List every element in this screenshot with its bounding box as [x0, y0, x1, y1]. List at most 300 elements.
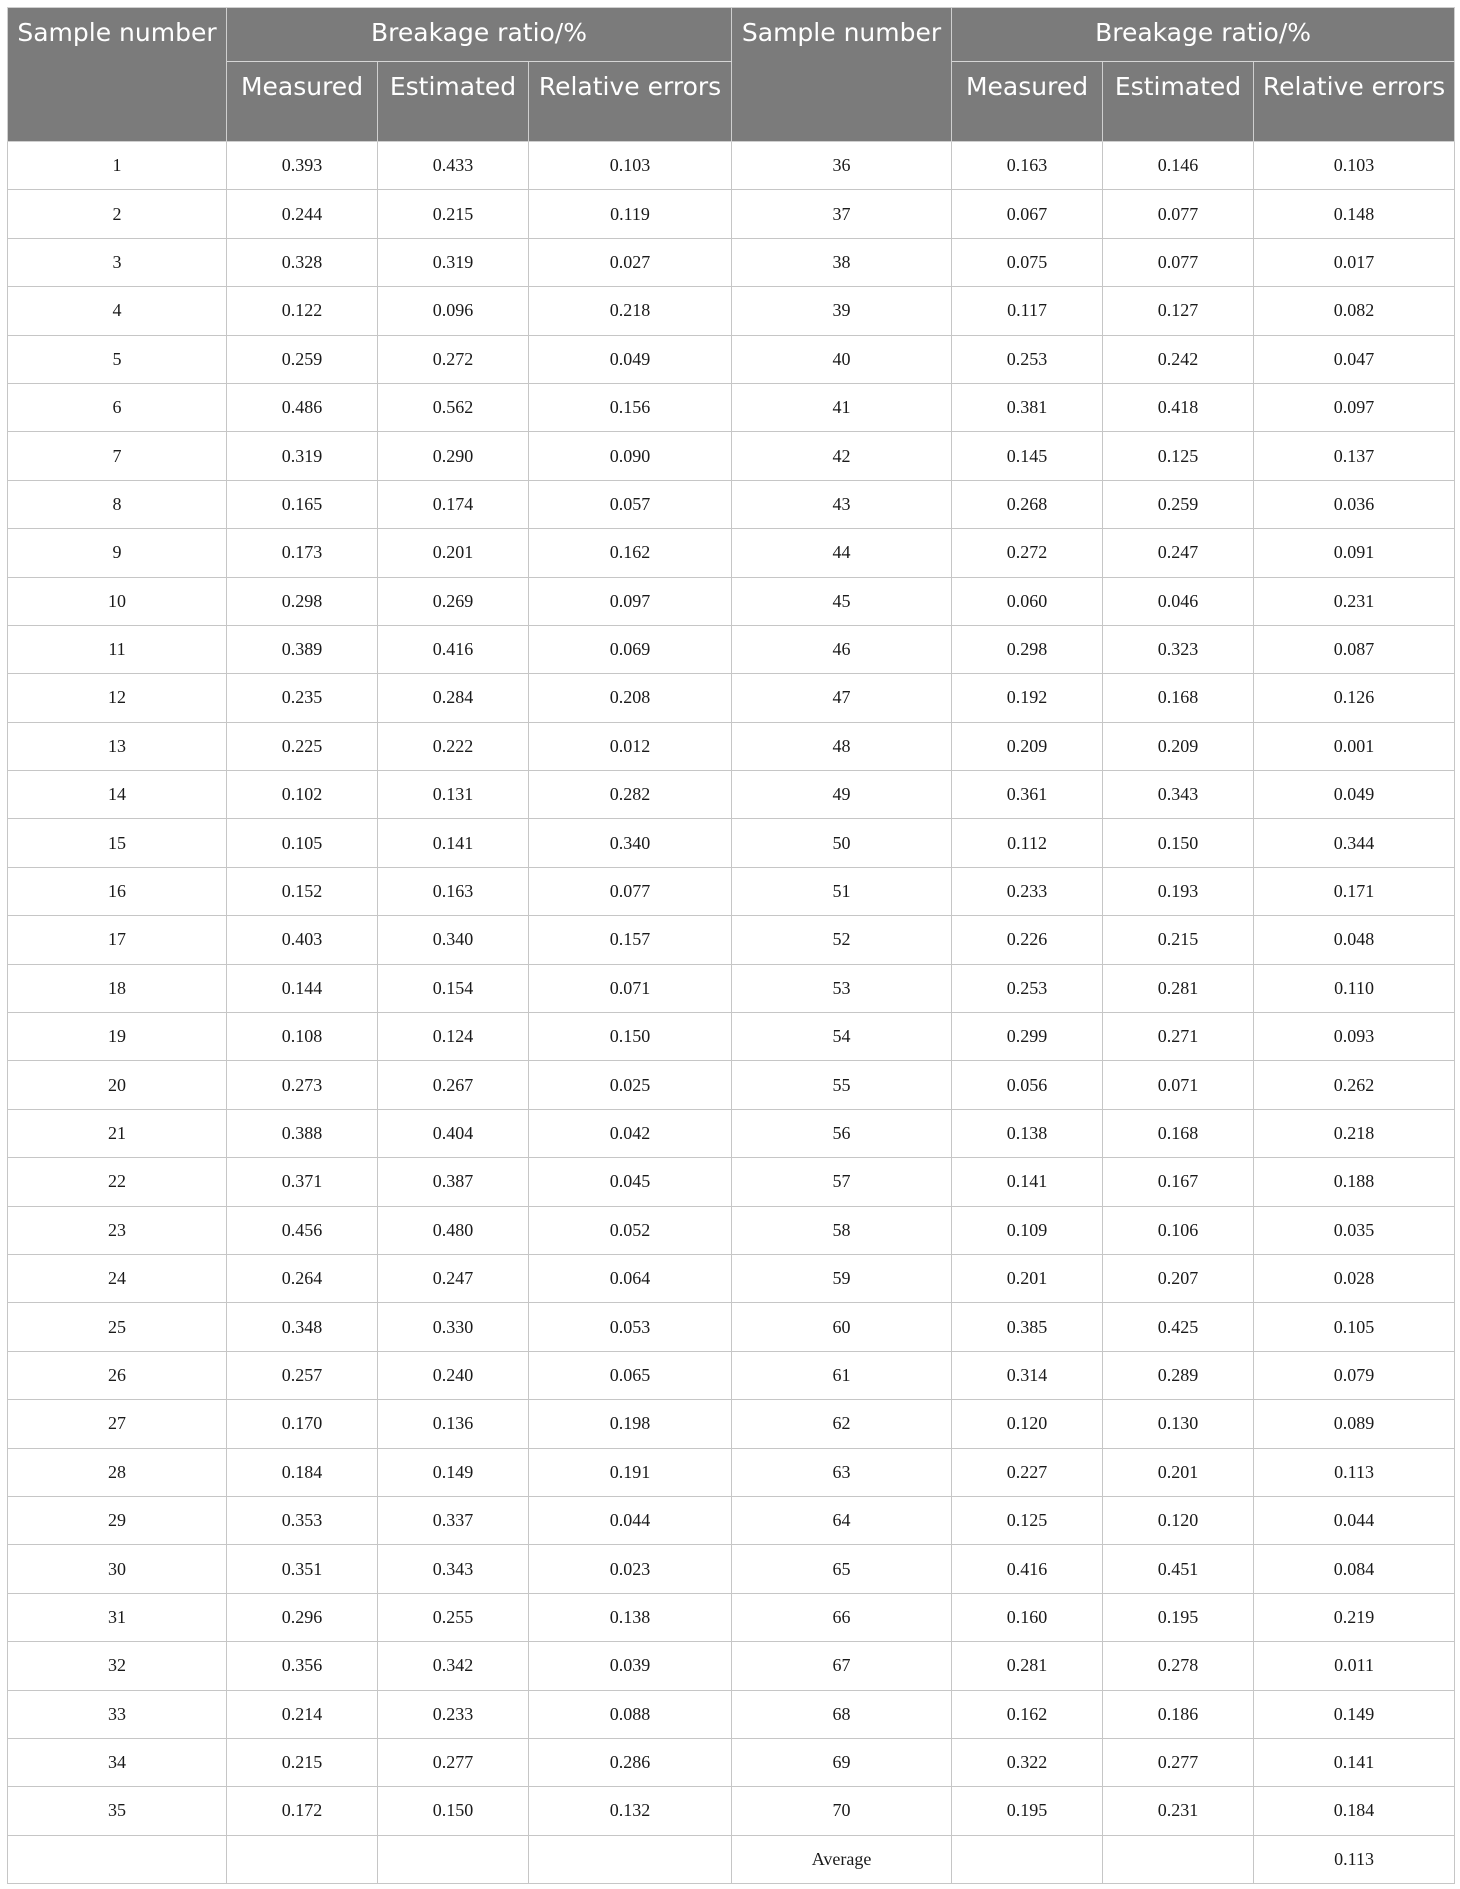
cell-estimated-left: 0.267 — [378, 1061, 529, 1109]
cell-relative-errors-right: 0.219 — [1254, 1593, 1455, 1641]
cell-sample-number-left: 13 — [8, 722, 227, 770]
cell-relative-errors-right: 0.047 — [1254, 335, 1455, 383]
header-breakage-ratio-left: Breakage ratio/% — [227, 8, 732, 62]
cell-measured-right: 0.381 — [952, 383, 1103, 431]
cell-sample-number-left: 23 — [8, 1206, 227, 1254]
cell-estimated-left: 0.222 — [378, 722, 529, 770]
cell-relative-errors-left: 0.132 — [529, 1787, 732, 1835]
cell-relative-errors-right: 0.113 — [1254, 1835, 1455, 1883]
cell-relative-errors-right: 0.148 — [1254, 190, 1455, 238]
cell-estimated-left: 0.149 — [378, 1448, 529, 1496]
cell-estimated-right: 0.186 — [1103, 1690, 1254, 1738]
cell-measured-left: 0.353 — [227, 1496, 378, 1544]
cell-relative-errors-right: 0.171 — [1254, 867, 1455, 915]
cell-sample-number-left: 3 — [8, 238, 227, 286]
cell-measured-left: 0.105 — [227, 819, 378, 867]
cell-estimated-left: 0.255 — [378, 1593, 529, 1641]
cell-measured-right: 0.226 — [952, 916, 1103, 964]
cell-measured-left: 0.371 — [227, 1158, 378, 1206]
cell-relative-errors-right: 0.089 — [1254, 1400, 1455, 1448]
cell-estimated-right: 0.343 — [1103, 771, 1254, 819]
cell-sample-number-left: 35 — [8, 1787, 227, 1835]
cell-relative-errors-right: 0.079 — [1254, 1351, 1455, 1399]
cell-relative-errors-left: 0.052 — [529, 1206, 732, 1254]
cell-estimated-right: 0.167 — [1103, 1158, 1254, 1206]
cell-relative-errors-left: 0.069 — [529, 625, 732, 673]
table-row — [8, 674, 1455, 722]
cell-sample-number-left: 17 — [8, 916, 227, 964]
table-row — [8, 577, 1455, 625]
cell-relative-errors-right: 0.028 — [1254, 1254, 1455, 1302]
cell-measured-left: 0.389 — [227, 625, 378, 673]
cell-measured-right: 0.233 — [952, 867, 1103, 915]
cell-relative-errors-right: 0.093 — [1254, 1013, 1455, 1061]
cell-measured-right: 0.060 — [952, 577, 1103, 625]
cell-estimated-right: 0.207 — [1103, 1254, 1254, 1302]
header-breakage-ratio-right: Breakage ratio/% — [952, 8, 1455, 62]
cell-measured-left: 0.456 — [227, 1206, 378, 1254]
cell-relative-errors-right: 0.017 — [1254, 238, 1455, 286]
cell-sample-number-left: 19 — [8, 1013, 227, 1061]
cell-estimated-left: 0.240 — [378, 1351, 529, 1399]
cell-measured-left: 0.403 — [227, 916, 378, 964]
cell-sample-number-right: Average — [732, 1835, 952, 1883]
cell-sample-number-left: 32 — [8, 1642, 227, 1690]
table-row — [8, 238, 1455, 286]
cell-relative-errors-right: 0.113 — [1254, 1448, 1455, 1496]
cell-relative-errors-left: 0.208 — [529, 674, 732, 722]
table-row — [8, 1448, 1455, 1496]
cell-relative-errors-left: 0.027 — [529, 238, 732, 286]
cell-estimated-left: 0.163 — [378, 867, 529, 915]
cell-measured-right: 0.416 — [952, 1545, 1103, 1593]
cell-sample-number-right: 42 — [732, 432, 952, 480]
cell-relative-errors-left: 0.064 — [529, 1254, 732, 1302]
cell-measured-right: 0.192 — [952, 674, 1103, 722]
table-row — [8, 625, 1455, 673]
cell-estimated-right: 0.130 — [1103, 1400, 1254, 1448]
cell-estimated-right: 0.071 — [1103, 1061, 1254, 1109]
table-row — [8, 1642, 1455, 1690]
table-row — [8, 1545, 1455, 1593]
cell-measured-left: 0.328 — [227, 238, 378, 286]
cell-sample-number-right: 49 — [732, 771, 952, 819]
table-row — [8, 190, 1455, 238]
cell-estimated-left: 0.269 — [378, 577, 529, 625]
cell-measured-right: 0.075 — [952, 238, 1103, 286]
cell-measured-right: 0.268 — [952, 480, 1103, 528]
cell-sample-number-left: 18 — [8, 964, 227, 1012]
cell-measured-left: 0.257 — [227, 1351, 378, 1399]
table-row — [8, 867, 1455, 915]
cell-measured-right: 0.322 — [952, 1738, 1103, 1786]
cell-measured-right: 0.299 — [952, 1013, 1103, 1061]
cell-sample-number-left: 15 — [8, 819, 227, 867]
cell-sample-number-right: 55 — [732, 1061, 952, 1109]
cell-relative-errors-right: 0.231 — [1254, 577, 1455, 625]
cell-sample-number-right: 53 — [732, 964, 952, 1012]
cell-sample-number-right: 40 — [732, 335, 952, 383]
cell-estimated-right: 0.281 — [1103, 964, 1254, 1012]
cell-measured-right: 0.314 — [952, 1351, 1103, 1399]
cell-relative-errors-left: 0.157 — [529, 916, 732, 964]
cell-relative-errors-left: 0.088 — [529, 1690, 732, 1738]
cell-estimated-right: 0.125 — [1103, 432, 1254, 480]
cell-estimated-right: 0.195 — [1103, 1593, 1254, 1641]
cell-estimated-left: 0.141 — [378, 819, 529, 867]
header-sample-number-left: Sample number — [8, 8, 227, 142]
cell-estimated-right: 0.168 — [1103, 1109, 1254, 1157]
cell-measured-right: 0.227 — [952, 1448, 1103, 1496]
table-row — [8, 722, 1455, 770]
cell-estimated-left: 0.174 — [378, 480, 529, 528]
cell-measured-left: 0.259 — [227, 335, 378, 383]
cell-estimated-left: 0.343 — [378, 1545, 529, 1593]
cell-estimated-right: 0.425 — [1103, 1303, 1254, 1351]
cell-estimated-left: 0.387 — [378, 1158, 529, 1206]
cell-relative-errors-left: 0.191 — [529, 1448, 732, 1496]
cell-estimated-left: 0.096 — [378, 287, 529, 335]
cell-estimated-right: 0.418 — [1103, 383, 1254, 431]
cell-sample-number-right: 68 — [732, 1690, 952, 1738]
cell-estimated-right: 0.278 — [1103, 1642, 1254, 1690]
table-row — [8, 529, 1455, 577]
cell-relative-errors-left: 0.119 — [529, 190, 732, 238]
cell-measured-left: 0.108 — [227, 1013, 378, 1061]
cell-relative-errors-right: 0.001 — [1254, 722, 1455, 770]
cell-sample-number-right: 58 — [732, 1206, 952, 1254]
cell-sample-number-left: 6 — [8, 383, 227, 431]
cell-measured-right: 0.272 — [952, 529, 1103, 577]
cell-measured-right — [952, 1835, 1103, 1883]
cell-relative-errors-left: 0.045 — [529, 1158, 732, 1206]
cell-estimated-left: 0.131 — [378, 771, 529, 819]
cell-sample-number-left: 21 — [8, 1109, 227, 1157]
table-row — [8, 1738, 1455, 1786]
cell-sample-number-right: 61 — [732, 1351, 952, 1399]
cell-sample-number-right: 59 — [732, 1254, 952, 1302]
table-row — [8, 142, 1455, 190]
cell-estimated-left: 0.480 — [378, 1206, 529, 1254]
cell-estimated-right: 0.077 — [1103, 238, 1254, 286]
cell-measured-right: 0.209 — [952, 722, 1103, 770]
cell-measured-right: 0.298 — [952, 625, 1103, 673]
cell-measured-left: 0.388 — [227, 1109, 378, 1157]
cell-sample-number-right: 41 — [732, 383, 952, 431]
cell-sample-number-left: 16 — [8, 867, 227, 915]
cell-sample-number-left: 27 — [8, 1400, 227, 1448]
cell-sample-number-left: 4 — [8, 287, 227, 335]
cell-measured-left: 0.235 — [227, 674, 378, 722]
cell-sample-number-right: 39 — [732, 287, 952, 335]
cell-estimated-right: 0.106 — [1103, 1206, 1254, 1254]
cell-sample-number-right: 67 — [732, 1642, 952, 1690]
cell-sample-number-left: 7 — [8, 432, 227, 480]
cell-measured-right: 0.138 — [952, 1109, 1103, 1157]
cell-relative-errors-right: 0.110 — [1254, 964, 1455, 1012]
cell-estimated-left: 0.154 — [378, 964, 529, 1012]
cell-estimated-right: 0.193 — [1103, 867, 1254, 915]
cell-relative-errors-right: 0.344 — [1254, 819, 1455, 867]
header-relative-errors-right: Relative errors — [1254, 62, 1455, 142]
cell-measured-right: 0.160 — [952, 1593, 1103, 1641]
cell-estimated-left: 0.319 — [378, 238, 529, 286]
cell-estimated-left: 0.247 — [378, 1254, 529, 1302]
cell-sample-number-right: 63 — [732, 1448, 952, 1496]
cell-relative-errors-right: 0.126 — [1254, 674, 1455, 722]
cell-estimated-left: 0.330 — [378, 1303, 529, 1351]
cell-estimated-right: 0.150 — [1103, 819, 1254, 867]
cell-measured-left: 0.122 — [227, 287, 378, 335]
cell-estimated-right: 0.289 — [1103, 1351, 1254, 1399]
cell-measured-right: 0.163 — [952, 142, 1103, 190]
table-row — [8, 1206, 1455, 1254]
cell-sample-number-left: 22 — [8, 1158, 227, 1206]
cell-estimated-left: 0.416 — [378, 625, 529, 673]
cell-measured-left: 0.215 — [227, 1738, 378, 1786]
cell-relative-errors-left: 0.057 — [529, 480, 732, 528]
cell-relative-errors-left: 0.103 — [529, 142, 732, 190]
cell-measured-left: 0.172 — [227, 1787, 378, 1835]
cell-estimated-left — [378, 1835, 529, 1883]
table-row — [8, 1593, 1455, 1641]
cell-measured-right: 0.067 — [952, 190, 1103, 238]
cell-sample-number-left: 33 — [8, 1690, 227, 1738]
cell-sample-number-right: 69 — [732, 1738, 952, 1786]
cell-relative-errors-left: 0.156 — [529, 383, 732, 431]
table-row — [8, 480, 1455, 528]
cell-measured-left: 0.348 — [227, 1303, 378, 1351]
cell-measured-left — [227, 1835, 378, 1883]
header-measured-left: Measured — [227, 62, 378, 142]
cell-relative-errors-right: 0.188 — [1254, 1158, 1455, 1206]
cell-relative-errors-left: 0.162 — [529, 529, 732, 577]
cell-sample-number-right: 70 — [732, 1787, 952, 1835]
cell-estimated-left: 0.433 — [378, 142, 529, 190]
cell-sample-number-right: 56 — [732, 1109, 952, 1157]
cell-measured-left: 0.170 — [227, 1400, 378, 1448]
cell-measured-left: 0.273 — [227, 1061, 378, 1109]
cell-sample-number-left: 12 — [8, 674, 227, 722]
table-row — [8, 335, 1455, 383]
cell-estimated-right: 0.247 — [1103, 529, 1254, 577]
cell-estimated-left: 0.233 — [378, 1690, 529, 1738]
table-row — [8, 1254, 1455, 1302]
cell-relative-errors-right: 0.036 — [1254, 480, 1455, 528]
cell-estimated-right: 0.242 — [1103, 335, 1254, 383]
cell-relative-errors-left: 0.286 — [529, 1738, 732, 1786]
cell-relative-errors-left: 0.042 — [529, 1109, 732, 1157]
cell-estimated-right: 0.201 — [1103, 1448, 1254, 1496]
table-row — [8, 1496, 1455, 1544]
table-row — [8, 771, 1455, 819]
cell-measured-left: 0.165 — [227, 480, 378, 528]
cell-relative-errors-left: 0.025 — [529, 1061, 732, 1109]
table-row — [8, 819, 1455, 867]
cell-measured-left: 0.214 — [227, 1690, 378, 1738]
cell-relative-errors-right: 0.011 — [1254, 1642, 1455, 1690]
cell-relative-errors-right: 0.082 — [1254, 287, 1455, 335]
cell-relative-errors-right: 0.084 — [1254, 1545, 1455, 1593]
cell-estimated-left: 0.284 — [378, 674, 529, 722]
cell-estimated-left: 0.124 — [378, 1013, 529, 1061]
cell-sample-number-left: 30 — [8, 1545, 227, 1593]
cell-sample-number-left: 2 — [8, 190, 227, 238]
cell-sample-number-left: 34 — [8, 1738, 227, 1786]
cell-sample-number-left: 29 — [8, 1496, 227, 1544]
cell-sample-number-right: 64 — [732, 1496, 952, 1544]
cell-measured-right: 0.120 — [952, 1400, 1103, 1448]
cell-relative-errors-left — [529, 1835, 732, 1883]
cell-estimated-left: 0.277 — [378, 1738, 529, 1786]
cell-estimated-left: 0.215 — [378, 190, 529, 238]
cell-estimated-right: 0.323 — [1103, 625, 1254, 673]
cell-relative-errors-right: 0.103 — [1254, 142, 1455, 190]
cell-relative-errors-right: 0.137 — [1254, 432, 1455, 480]
cell-measured-left: 0.244 — [227, 190, 378, 238]
header-measured-right: Measured — [952, 62, 1103, 142]
cell-estimated-right: 0.146 — [1103, 142, 1254, 190]
cell-sample-number-left: 26 — [8, 1351, 227, 1399]
cell-relative-errors-left: 0.090 — [529, 432, 732, 480]
cell-sample-number-left — [8, 1835, 227, 1883]
cell-estimated-right: 0.451 — [1103, 1545, 1254, 1593]
cell-relative-errors-left: 0.065 — [529, 1351, 732, 1399]
cell-relative-errors-right: 0.141 — [1254, 1738, 1455, 1786]
cell-relative-errors-left: 0.012 — [529, 722, 732, 770]
cell-sample-number-right: 48 — [732, 722, 952, 770]
cell-sample-number-right: 62 — [732, 1400, 952, 1448]
cell-estimated-right: 0.277 — [1103, 1738, 1254, 1786]
cell-estimated-left: 0.272 — [378, 335, 529, 383]
cell-relative-errors-left: 0.282 — [529, 771, 732, 819]
cell-measured-right: 0.162 — [952, 1690, 1103, 1738]
cell-sample-number-right: 46 — [732, 625, 952, 673]
cell-estimated-right: 0.077 — [1103, 190, 1254, 238]
cell-measured-left: 0.144 — [227, 964, 378, 1012]
table-row — [8, 1787, 1455, 1835]
cell-sample-number-right: 52 — [732, 916, 952, 964]
cell-estimated-right: 0.215 — [1103, 916, 1254, 964]
cell-measured-right: 0.117 — [952, 287, 1103, 335]
cell-measured-right: 0.141 — [952, 1158, 1103, 1206]
table-row — [8, 1835, 1455, 1883]
cell-estimated-left: 0.342 — [378, 1642, 529, 1690]
table-row — [8, 1013, 1455, 1061]
cell-measured-right: 0.253 — [952, 335, 1103, 383]
table-row — [8, 916, 1455, 964]
cell-estimated-right: 0.120 — [1103, 1496, 1254, 1544]
cell-relative-errors-right: 0.044 — [1254, 1496, 1455, 1544]
cell-relative-errors-left: 0.340 — [529, 819, 732, 867]
header-estimated-right: Estimated — [1103, 62, 1254, 142]
cell-measured-left: 0.264 — [227, 1254, 378, 1302]
cell-sample-number-right: 37 — [732, 190, 952, 238]
cell-sample-number-right: 47 — [732, 674, 952, 722]
table-body — [8, 142, 1455, 1884]
cell-relative-errors-right: 0.091 — [1254, 529, 1455, 577]
table-row — [8, 1690, 1455, 1738]
cell-measured-left: 0.351 — [227, 1545, 378, 1593]
cell-estimated-left: 0.290 — [378, 432, 529, 480]
cell-sample-number-right: 44 — [732, 529, 952, 577]
table-row — [8, 287, 1455, 335]
cell-sample-number-left: 14 — [8, 771, 227, 819]
cell-relative-errors-right: 0.048 — [1254, 916, 1455, 964]
cell-relative-errors-left: 0.049 — [529, 335, 732, 383]
cell-measured-right: 0.056 — [952, 1061, 1103, 1109]
cell-measured-left: 0.173 — [227, 529, 378, 577]
cell-measured-right: 0.125 — [952, 1496, 1103, 1544]
breakage-ratio-table — [7, 7, 1455, 1884]
cell-measured-left: 0.184 — [227, 1448, 378, 1496]
cell-sample-number-left: 31 — [8, 1593, 227, 1641]
cell-sample-number-right: 43 — [732, 480, 952, 528]
cell-relative-errors-left: 0.218 — [529, 287, 732, 335]
cell-measured-left: 0.296 — [227, 1593, 378, 1641]
cell-estimated-right: 0.259 — [1103, 480, 1254, 528]
cell-sample-number-right: 66 — [732, 1593, 952, 1641]
cell-estimated-right: 0.046 — [1103, 577, 1254, 625]
cell-measured-left: 0.298 — [227, 577, 378, 625]
cell-estimated-left: 0.136 — [378, 1400, 529, 1448]
cell-relative-errors-left: 0.097 — [529, 577, 732, 625]
cell-relative-errors-right: 0.149 — [1254, 1690, 1455, 1738]
cell-sample-number-left: 10 — [8, 577, 227, 625]
cell-estimated-right: 0.127 — [1103, 287, 1254, 335]
cell-measured-left: 0.152 — [227, 867, 378, 915]
cell-sample-number-left: 8 — [8, 480, 227, 528]
cell-measured-right: 0.253 — [952, 964, 1103, 1012]
cell-sample-number-right: 50 — [732, 819, 952, 867]
cell-sample-number-right: 65 — [732, 1545, 952, 1593]
cell-estimated-left: 0.150 — [378, 1787, 529, 1835]
cell-sample-number-left: 20 — [8, 1061, 227, 1109]
table-row — [8, 1400, 1455, 1448]
cell-sample-number-right: 45 — [732, 577, 952, 625]
table-row — [8, 432, 1455, 480]
cell-estimated-left: 0.562 — [378, 383, 529, 431]
cell-sample-number-right: 38 — [732, 238, 952, 286]
cell-relative-errors-right: 0.218 — [1254, 1109, 1455, 1157]
cell-estimated-right: 0.209 — [1103, 722, 1254, 770]
cell-relative-errors-right: 0.184 — [1254, 1787, 1455, 1835]
cell-relative-errors-left: 0.198 — [529, 1400, 732, 1448]
table-row — [8, 1303, 1455, 1351]
cell-measured-right: 0.385 — [952, 1303, 1103, 1351]
cell-measured-right: 0.145 — [952, 432, 1103, 480]
header-estimated-left: Estimated — [378, 62, 529, 142]
cell-relative-errors-right: 0.097 — [1254, 383, 1455, 431]
cell-relative-errors-left: 0.044 — [529, 1496, 732, 1544]
cell-relative-errors-left: 0.071 — [529, 964, 732, 1012]
cell-measured-left: 0.319 — [227, 432, 378, 480]
cell-relative-errors-left: 0.150 — [529, 1013, 732, 1061]
cell-measured-right: 0.201 — [952, 1254, 1103, 1302]
header-sample-number-right: Sample number — [732, 8, 952, 142]
cell-measured-left: 0.225 — [227, 722, 378, 770]
cell-relative-errors-right: 0.049 — [1254, 771, 1455, 819]
cell-estimated-right: 0.168 — [1103, 674, 1254, 722]
table-row — [8, 1158, 1455, 1206]
cell-measured-right: 0.281 — [952, 1642, 1103, 1690]
cell-estimated-left: 0.337 — [378, 1496, 529, 1544]
cell-measured-right: 0.195 — [952, 1787, 1103, 1835]
cell-sample-number-left: 28 — [8, 1448, 227, 1496]
cell-measured-left: 0.102 — [227, 771, 378, 819]
cell-relative-errors-left: 0.023 — [529, 1545, 732, 1593]
table-row — [8, 1351, 1455, 1399]
